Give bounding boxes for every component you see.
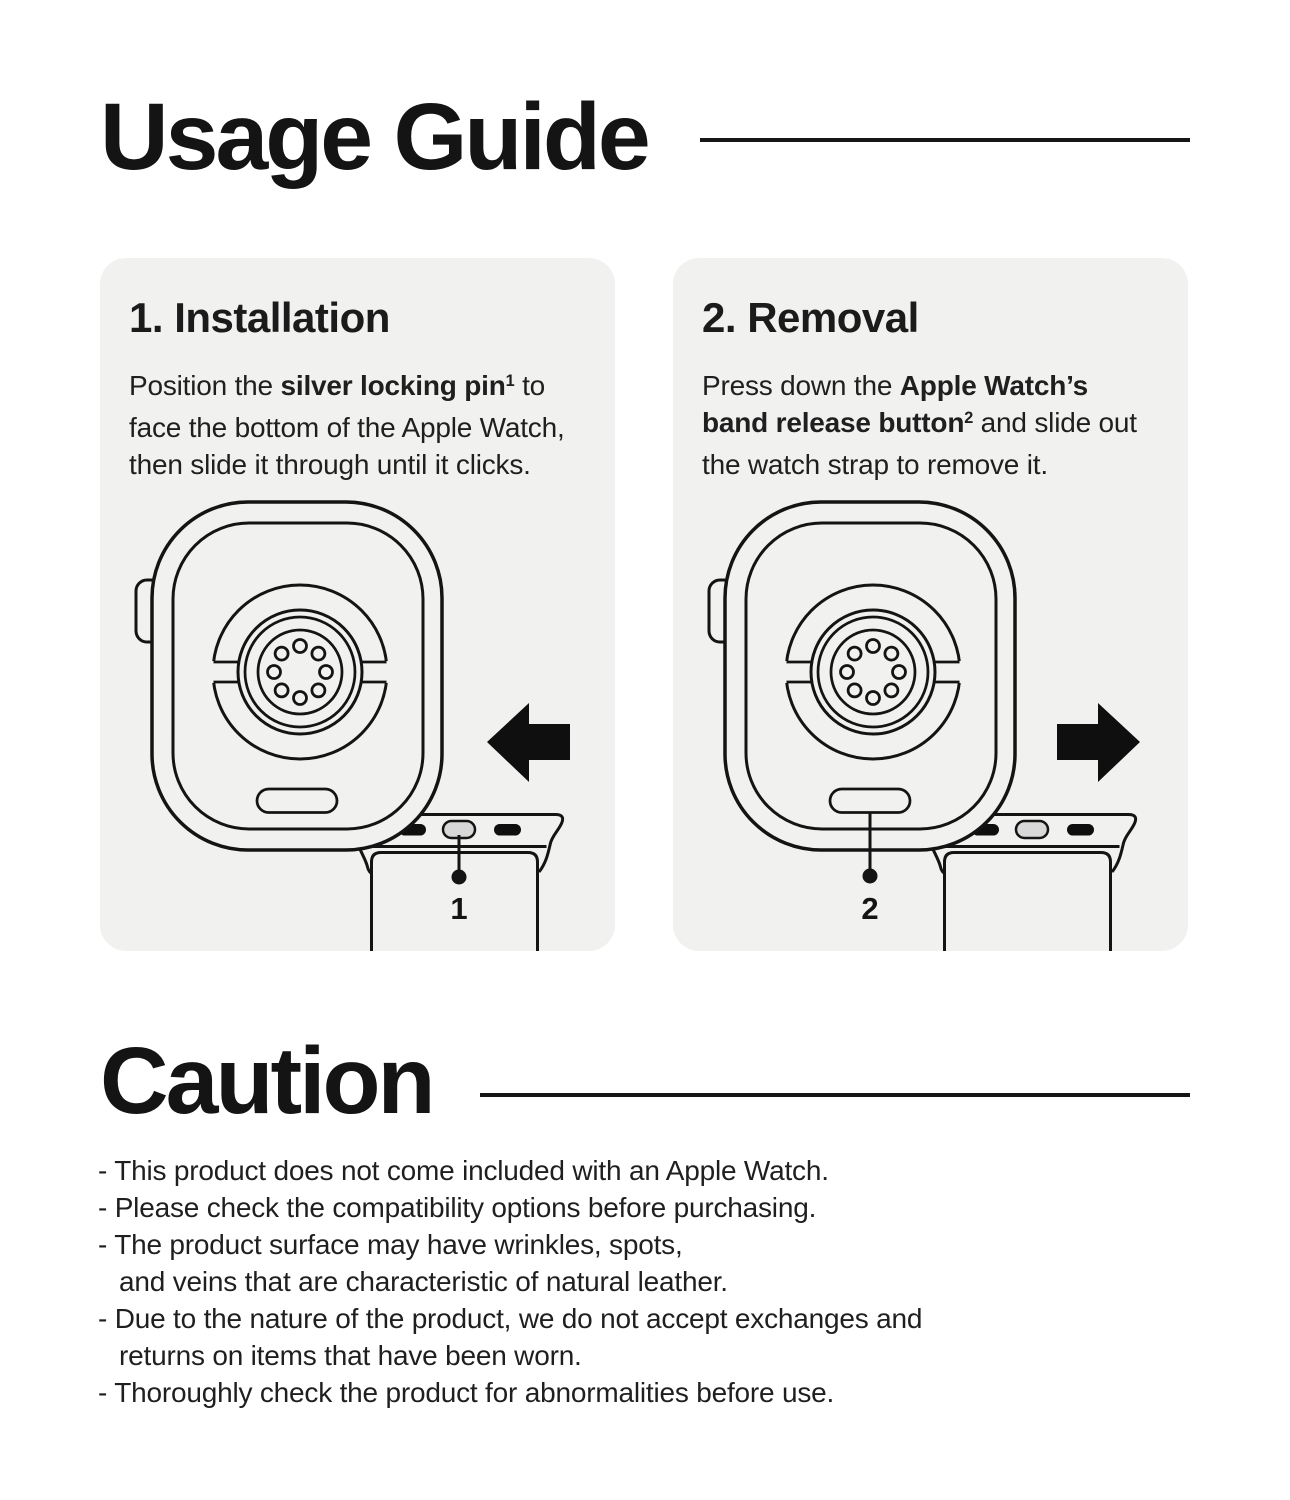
usage-guide-title: Usage Guide bbox=[100, 84, 648, 190]
caution-item-line: - Please check the compatibility options before purchasing. bbox=[98, 1192, 817, 1223]
svg-text:2: 2 bbox=[861, 891, 879, 926]
removal-illustration bbox=[673, 258, 1188, 951]
installation-card bbox=[100, 258, 615, 951]
caution-item-line: - Thoroughly check the product for abnormalities before use. bbox=[98, 1377, 835, 1408]
caution-item-line: and veins that are characteristic of natural leather. bbox=[119, 1266, 728, 1297]
removal-card bbox=[673, 258, 1188, 951]
text-segment: band release button bbox=[702, 407, 965, 438]
text-segment: the watch strap to remove it. bbox=[702, 449, 1048, 480]
callout-1 bbox=[450, 835, 467, 926]
text-segment: then slide it through until it clicks. bbox=[129, 449, 531, 480]
text-segment: face the bottom of the Apple Watch, bbox=[129, 412, 565, 443]
arrow-right-icon bbox=[1057, 703, 1140, 782]
text-segment: silver locking pin bbox=[280, 370, 506, 401]
superscript-ref: 1 bbox=[505, 372, 515, 391]
text-segment: Apple Watch’s bbox=[899, 370, 1089, 401]
text-segment: to bbox=[514, 370, 546, 401]
svg-text:1: 1 bbox=[450, 891, 468, 926]
caution-item-line: - This product does not come included with an Apple Watch. bbox=[98, 1155, 829, 1186]
caution-item-line: returns on items that have been worn. bbox=[119, 1340, 582, 1371]
caution-item-line: - The product surface may have wrinkles, spots, bbox=[98, 1229, 683, 1260]
caution-title: Caution bbox=[100, 1028, 433, 1134]
text-segment: and slide out bbox=[973, 407, 1137, 438]
removal-heading: 2. Removal bbox=[702, 294, 919, 341]
caution-item-line: - Due to the nature of the product, we do not accept exchanges and bbox=[98, 1303, 923, 1334]
installation-illustration bbox=[100, 258, 615, 951]
caution-list bbox=[98, 1152, 922, 1411]
text-segment: Position the bbox=[129, 370, 281, 401]
caution-divider bbox=[480, 1093, 1190, 1097]
watch-back-illustration bbox=[136, 502, 563, 951]
superscript-ref: 2 bbox=[964, 409, 974, 428]
arrow-left-icon bbox=[487, 703, 570, 782]
text-segment: Press down the bbox=[702, 370, 900, 401]
installation-heading: 1. Installation bbox=[129, 294, 390, 341]
usage-guide-divider bbox=[700, 138, 1190, 142]
